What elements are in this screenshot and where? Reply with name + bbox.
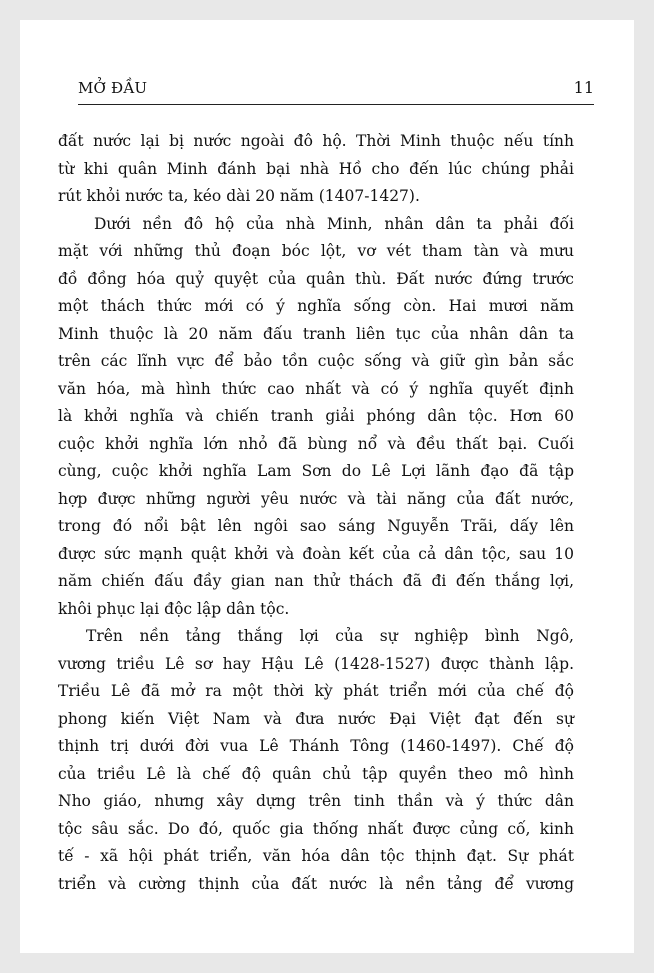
text-line: của triều Lê là chế độ quân chủ tập quyền theo mô hình	[58, 764, 574, 783]
text-line: là khởi nghĩa và chiến tranh giải phóng dân tộc. Hơn 60	[58, 407, 574, 425]
text-line: trong đó nổi bật lên ngôi sao sáng Nguyễn Trãi, dấy lên	[58, 517, 574, 535]
text-line: Nho giáo, nhưng xây dựng trên tinh thần và ý thức dân	[58, 792, 574, 810]
text-line: Trên nền tảng thắng lợi của sự nghiệp bình Ngô,	[86, 627, 574, 645]
paragraph	[58, 211, 574, 624]
text-line: vương triều Lê sơ hay Hậu Lê (1428-1527) được thành lập.	[58, 654, 574, 673]
text-line: hợp được những người yêu nước và tài năng của đất nước,	[58, 489, 574, 508]
page-number: 11	[573, 78, 594, 97]
paragraph	[58, 623, 574, 898]
text-line: phong kiến Việt Nam và đưa nước Đại Việt đạt đến sự	[58, 709, 574, 728]
text-line: văn hóa, mà hình thức cao nhất và có ý nghĩa quyết định	[58, 379, 574, 398]
text-line: đồ đồng hóa quỷ quyệt của quân thù. Đất nước đứng trước	[58, 269, 574, 288]
text-line: đất nước lại bị nước ngoài đô hộ. Thời Minh thuộc nếu tính	[58, 132, 574, 150]
text-line: khôi phục lại độc lập dân tộc.	[58, 599, 290, 618]
text-line: thịnh trị dưới đời vua Lê Thánh Tông (1460-1497). Chế độ	[58, 737, 574, 755]
text-line: Dưới nền đô hộ của nhà Minh, nhân dân ta phải đối	[94, 214, 574, 233]
text-line: cùng, cuộc khởi nghĩa Lam Sơn do Lê Lợi lãnh đạo đã tập	[58, 462, 574, 480]
text-line: tộc sâu sắc. Do đó, quốc gia thống nhất được củng cố, kinh	[58, 819, 574, 838]
text-line: từ khi quân Minh đánh bại nhà Hồ cho đến lúc chúng phải	[58, 159, 574, 178]
text-line: trên các lĩnh vực để bảo tồn cuộc sống và giữ gìn bản sắc	[58, 352, 574, 370]
text-line: cuộc khởi nghĩa lớn nhỏ đã bùng nổ và đều thất bại. Cuối	[58, 434, 574, 453]
text-line: một thách thức mới có ý nghĩa sống còn. Hai mươi năm	[58, 297, 574, 315]
text-line: tế - xã hội phát triển, văn hóa dân tộc thịnh đạt. Sự phát	[58, 847, 574, 865]
text-line: Minh thuộc là 20 năm đấu tranh liên tục của nhân dân ta	[58, 324, 574, 343]
running-head: MỞ ĐẦU	[78, 79, 148, 97]
text-line: năm chiến đấu đầy gian nan thử thách đã đi đến thắng lợi,	[58, 572, 574, 590]
text-line: triển và cường thịnh của đất nước là nền tảng để vương	[58, 874, 574, 893]
text-line: mặt với những thủ đoạn bóc lột, vơ vét tham tàn và mưu	[58, 242, 574, 260]
text-line: được sức mạnh quật khởi và đoàn kết của cả dân tộc, sau 10	[58, 544, 574, 563]
body-text	[58, 128, 574, 898]
page-header	[78, 78, 594, 105]
text-line: Triều Lê đã mở ra một thời kỳ phát triển mới của chế độ	[58, 682, 574, 700]
paragraph	[58, 128, 574, 211]
text-line: rút khỏi nước ta, kéo dài 20 năm (1407-1427).	[58, 187, 420, 205]
